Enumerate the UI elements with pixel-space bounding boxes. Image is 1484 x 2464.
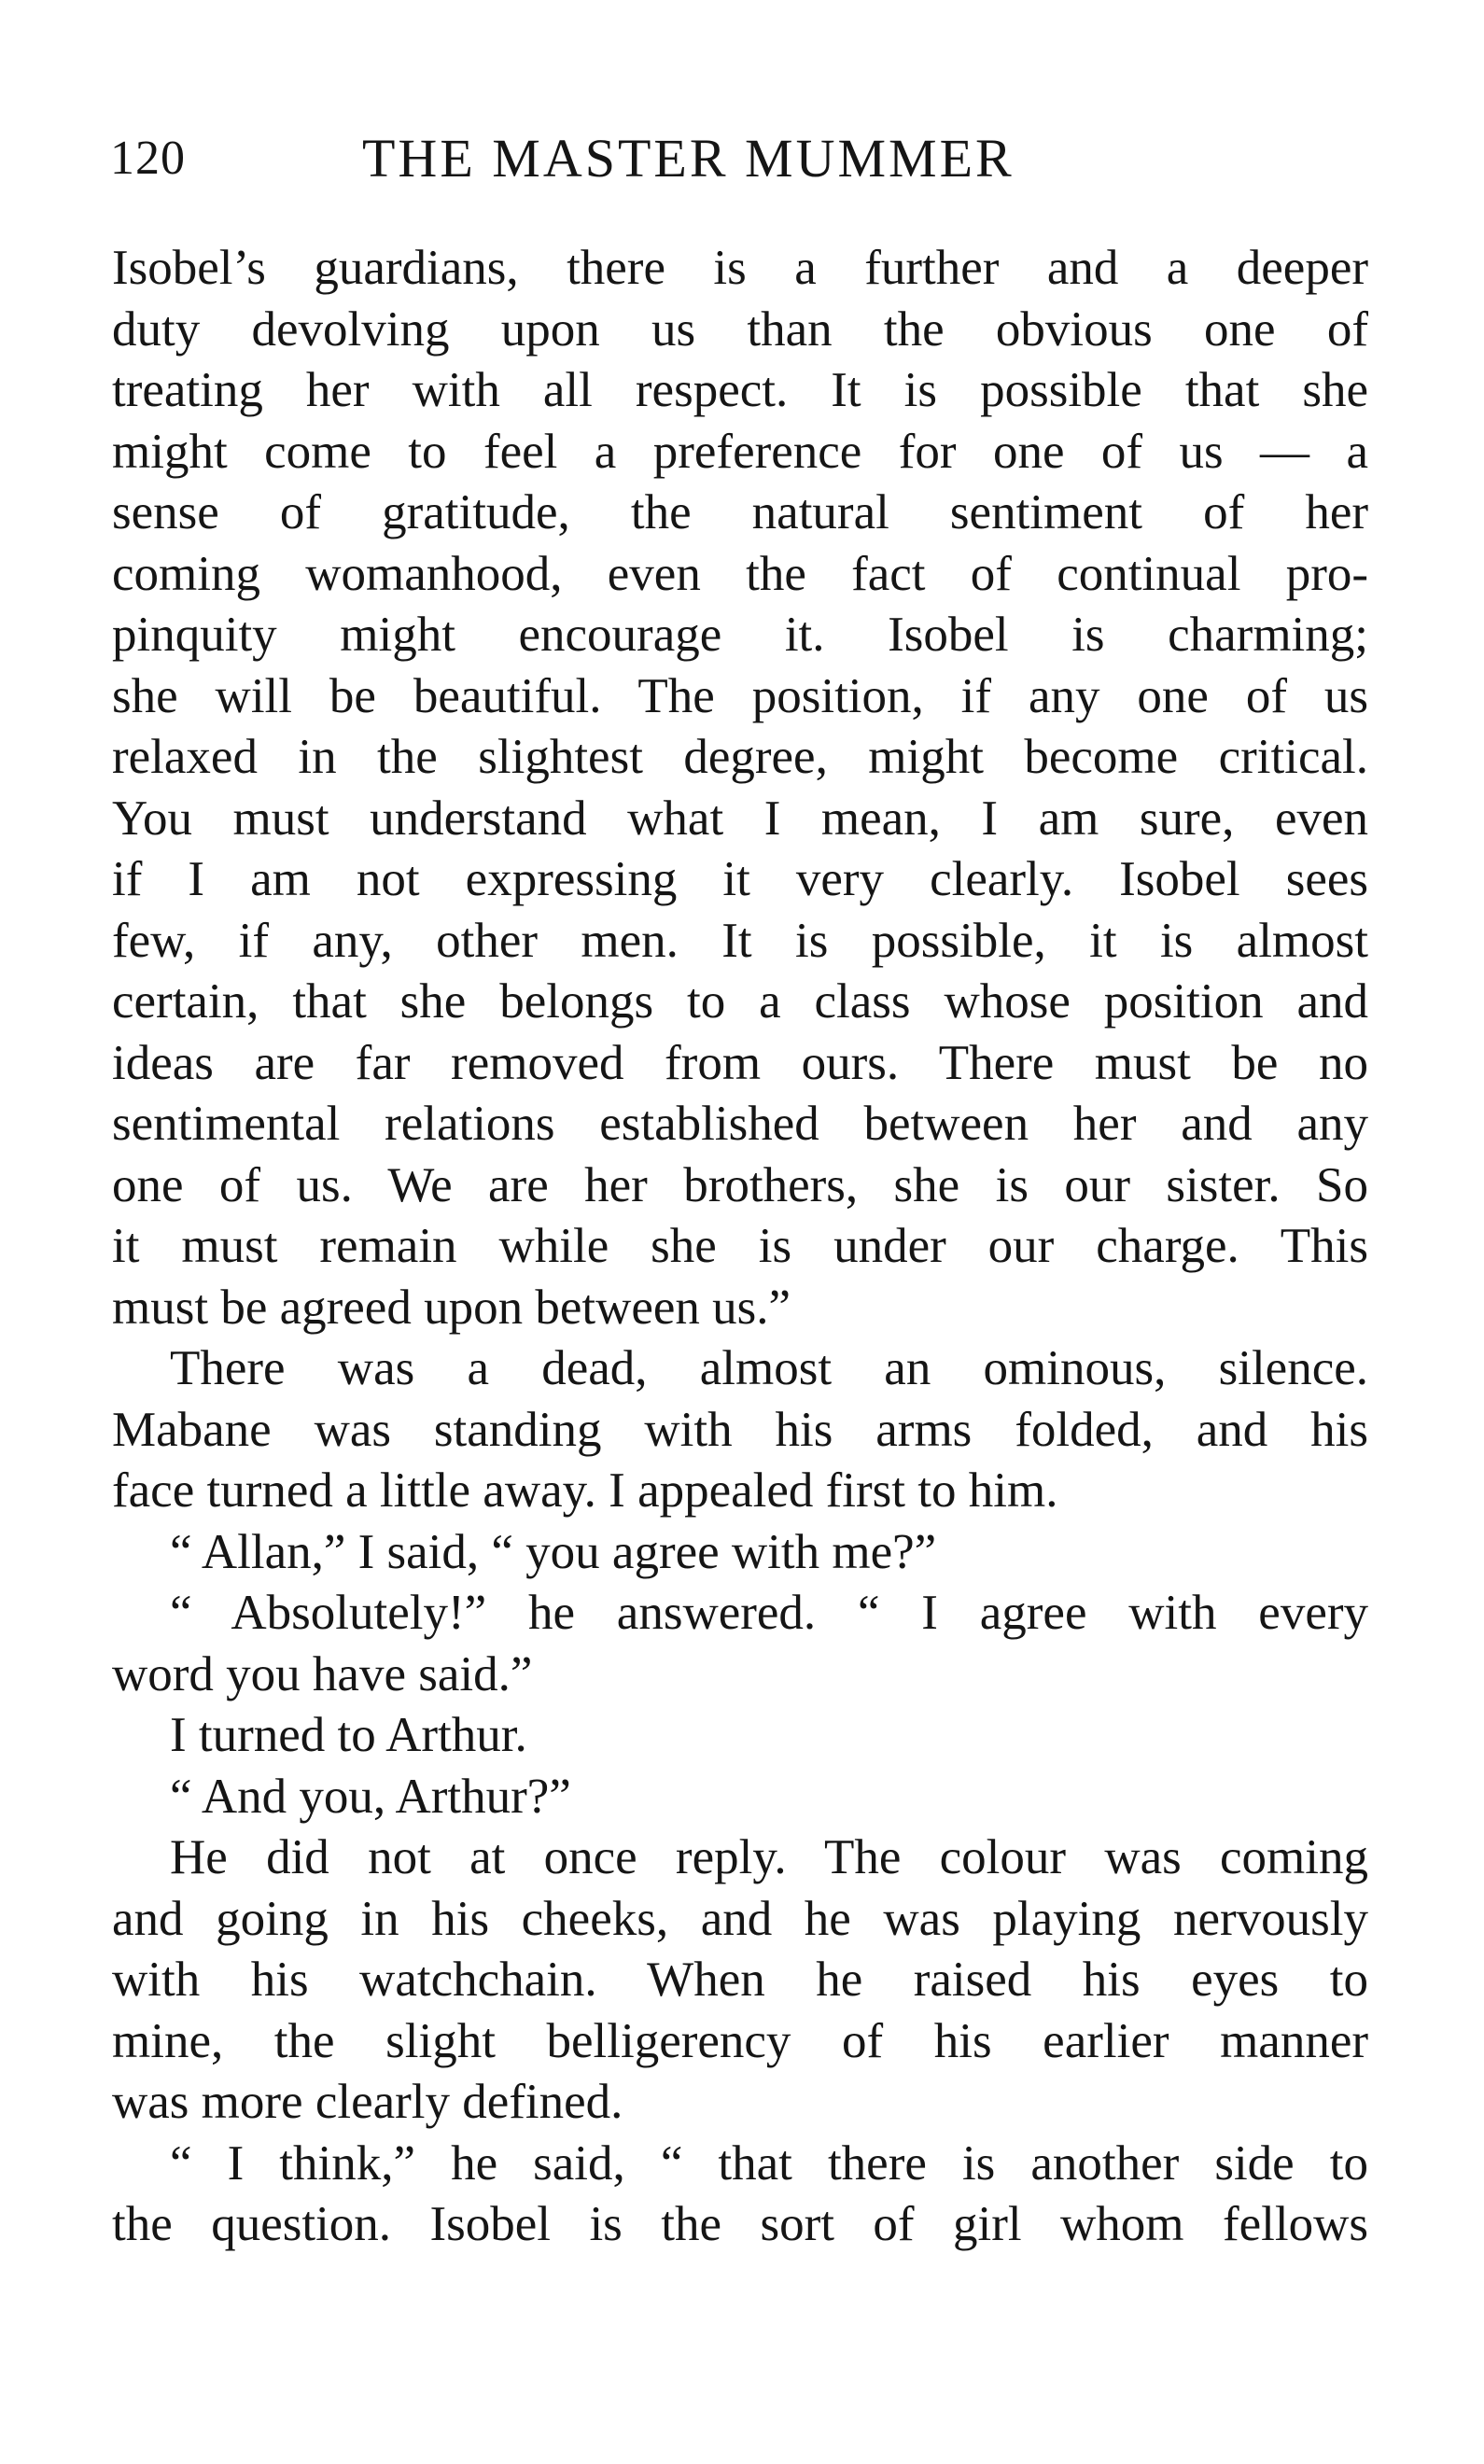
text-line: face turned a little away. I appealed first to him. [112,1463,1058,1518]
text-line: she will be beautiful. The position, if any one of us [112,668,1368,723]
running-head [110,126,1379,191]
text-line: word you have said.” [112,1646,533,1701]
text-line: the question. Isobel is the sort of girl whom fellows [112,2197,1368,2251]
text-line: it must remain while she is under our charge. This [112,1219,1368,1273]
text-line: ideas are far removed from ours. There must be no [112,1035,1368,1090]
text-line: He did not at once reply. The colour was coming [170,1830,1368,1884]
text-line: coming womanhood, even the fact of continual pro- [112,546,1368,601]
running-title: THE MASTER MUMMER [362,128,1015,189]
text-line: and going in his cheeks, and he was playing nervously [112,1891,1368,1946]
page-number: 120 [110,132,186,185]
text-line: pinquity might encourage it. Isobel is charming; [112,608,1368,662]
text-line: mine, the slight belligerency of his earlier manner [112,2013,1368,2068]
text-line: was more clearly defined. [112,2075,623,2129]
text-line: must be agreed upon between us.” [112,1280,791,1335]
text-line: if I am not expressing it very clearly. Isobel sees [112,852,1368,906]
text-line: treating her with all respect. It is possible that she [112,363,1368,417]
text-line: There was a dead, almost an ominous, silence. [170,1341,1368,1395]
text-line: “ Absolutely!” he answered. “ I agree with every [170,1586,1368,1640]
text-line: with his watchchain. When he raised his eyes to [112,1953,1368,2007]
text-line: You must understand what I mean, I am sure, even [112,791,1368,846]
text-line: sense of gratitude, the natural sentiment of her [112,485,1368,539]
text-line: might come to feel a preference for one of us — a [112,424,1368,479]
text-line: I turned to Arthur. [170,1708,527,1762]
text-line: “ And you, Arthur?” [170,1769,571,1824]
text-line: certain, that she belongs to a class whose position and [112,974,1368,1029]
text-line: few, if any, other men. It is possible, it is almost [112,913,1368,968]
text-line: Mabane was standing with his arms folded, and his [112,1402,1368,1457]
text-line: Isobel’s guardians, there is a further and a deeper [112,241,1368,295]
text-line: duty devolving upon us than the obvious one of [112,301,1368,357]
text-line: one of us. We are her brothers, she is our sister. So [112,1157,1368,1212]
body-text [112,238,1368,2256]
text-line: sentimental relations established between her and any [112,1097,1368,1151]
text-line: “ Allan,” I said, “ you agree with me?” [170,1524,937,1579]
text-line: “ I think,” he said, “ that there is another side to [170,2135,1368,2191]
text-line: relaxed in the slightest degree, might become critical. [112,730,1368,784]
